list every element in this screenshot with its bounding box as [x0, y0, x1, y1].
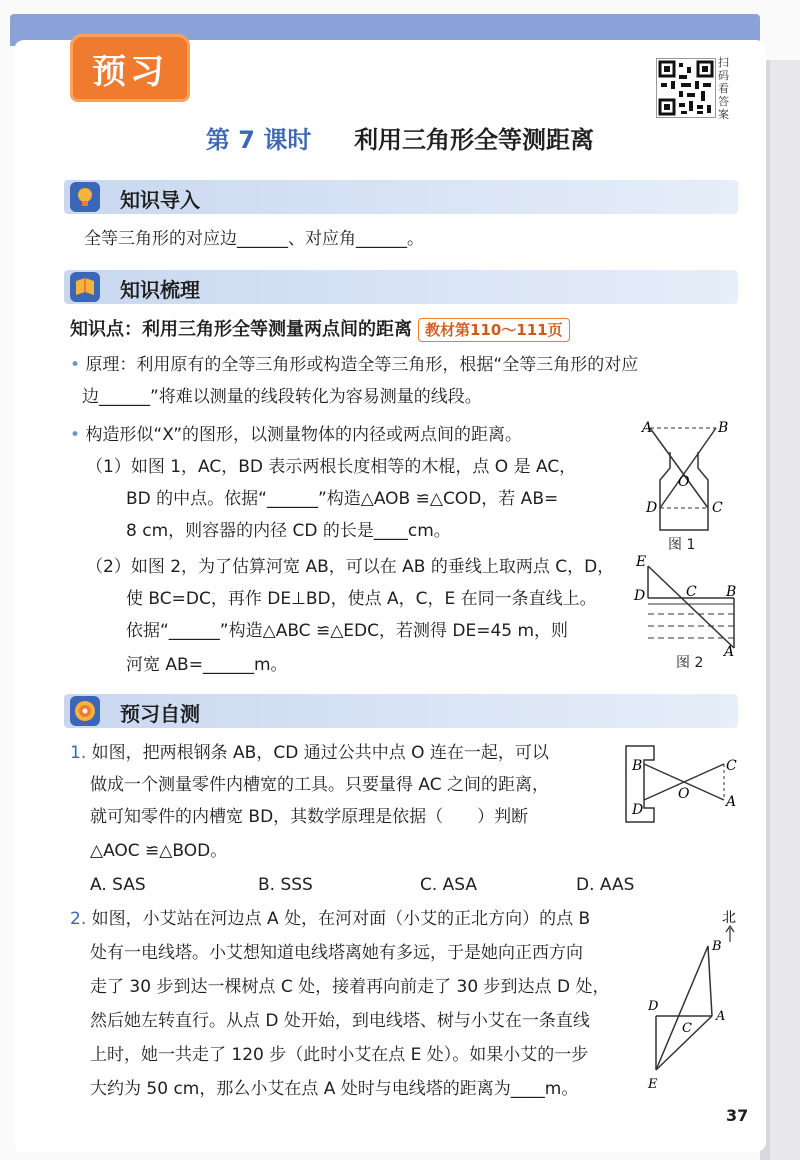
q1-fig-label-a: A [726, 794, 737, 810]
book-icon [70, 272, 100, 302]
fig2-label-c: C [686, 584, 697, 600]
qr-side-text: 扫码看答案 [718, 56, 729, 121]
figure-2-caption: 图 2 [676, 655, 704, 671]
q2-fig-label-e: E [648, 1077, 658, 1092]
principle-line-1: • 原理：利用原有的全等三角形或构造全等三角形，根据“全等三角形的对应 [70, 355, 639, 375]
q2-line-6: 大约为 50 cm，那么小艾在点 A 处时与电线塔的距离为____m。 [90, 1079, 579, 1099]
q1-option-c[interactable]: C. ASA [420, 875, 478, 895]
q2-number: 2. [70, 909, 87, 929]
q2-line-5: 上时，她一共走了 120 步（此时小艾在点 E 处）。如果小艾的一步 [90, 1045, 589, 1065]
principle-text-1: 原理：利用原有的全等三角形或构造全等三角形，根据“全等三角形的对应 [85, 355, 639, 375]
construct-text: 构造形似“X”的图形，以测量物体的内径或两点间的距离。 [85, 425, 523, 445]
figure-1-caption: 图 1 [668, 537, 696, 553]
section-test-header [64, 694, 738, 728]
section-test-title: 预习自测 [120, 702, 200, 726]
q2-fig-label-b: B [712, 939, 722, 954]
q1-line-1 [70, 742, 549, 764]
figure-2-river-diagram [630, 552, 740, 656]
principle-line-2: 边______”将难以测量的线段转化为容易测量的线段。 [82, 387, 482, 407]
north-label: 北 [722, 910, 736, 926]
qr-code-icon[interactable] [656, 58, 716, 118]
q2-line-3: 走了 30 步到达一棵树点 C 处，接着再向前走了 30 步到达点 D 处， [90, 977, 610, 997]
item1-line-1: （1）如图 1，AC，BD 表示两根长度相等的木棍，点 O 是 AC， [86, 457, 577, 477]
item2-line-3: 依据“______”构造△ABC ≌△EDC，若测得 DE=45 m，则 [126, 621, 569, 641]
q2-tower-diagram [638, 904, 748, 1092]
item1-line-3: 8 cm，则容器的内径 CD 的长是____cm。 [126, 521, 451, 541]
q2-line-2: 处有一电线塔。小艾想知道电线塔离她有多远，于是她向正西方向 [90, 943, 583, 963]
lesson-title-row [0, 120, 800, 155]
section-intro-title: 知识导入 [120, 188, 200, 212]
lesson-title: 利用三角形全等测距离 [354, 126, 595, 154]
q1-option-a[interactable]: A. SAS [90, 875, 146, 895]
q1-fig-label-d: D [632, 802, 644, 818]
lightbulb-icon [70, 182, 100, 212]
q1-number: 1. [70, 743, 87, 763]
knowledge-point-row [70, 318, 570, 342]
q1-option-b[interactable]: B. SSS [258, 875, 313, 895]
section-review-header [64, 270, 738, 304]
item2-line-4: 河宽 AB=______m。 [126, 655, 288, 675]
lesson-number: 第 7 课时 [205, 126, 312, 154]
q1-line-4: △AOC ≌△BOD。 [90, 841, 228, 861]
section-intro-header [64, 180, 738, 214]
q1-text-1: 如图，把两根钢条 AB，CD 通过公共中点 O 连在一起，可以 [91, 743, 549, 763]
preview-tab-label: 预习 [92, 52, 168, 92]
target-icon [70, 696, 100, 726]
fig1-label-o: O [678, 474, 690, 490]
q1-tool-diagram [620, 744, 740, 824]
q2-fig-label-c: C [682, 1021, 692, 1036]
fig1-label-d: D [646, 500, 658, 516]
item2-line-1: （2）如图 2，为了估算河宽 AB，可以在 AB 的垂线上取两点 C，D， [86, 557, 615, 577]
knowledge-point-title: 知识点：利用三角形全等测量两点间的距离 [70, 319, 412, 340]
page-number: 37 [726, 1106, 749, 1125]
q2-line-4: 然后她左转直行。从点 D 处开始，到电线塔、树与小艾在一条直线 [90, 1011, 590, 1031]
q1-line-3: 就可知零件的内槽宽 BD，其数学原理是依据（ ）判断 [90, 807, 529, 827]
fig2-label-b: B [726, 584, 737, 600]
q1-fig-label-o: O [678, 786, 690, 802]
q2-line-1 [70, 908, 590, 930]
textbook-page-badge: 教材第110～111页 [418, 318, 570, 342]
q1-fig-label-c: C [726, 758, 737, 774]
section-review-title: 知识梳理 [120, 278, 200, 302]
fig2-label-a: A [724, 644, 735, 656]
intro-text: 全等三角形的对应边______、对应角______。 [84, 229, 424, 249]
preview-tab [70, 34, 190, 102]
fig1-label-b: B [718, 420, 729, 436]
fig2-label-d: D [634, 588, 646, 604]
construct-line: • 构造形似“X”的图形，以测量物体的内径或两点间的距离。 [70, 425, 523, 445]
q2-text-1: 如图，小艾站在河边点 A 处，在河对面（小艾的正北方向）的点 B [91, 909, 591, 929]
fig1-label-a: A [642, 420, 653, 436]
q1-line-2: 做成一个测量零件内槽宽的工具。只要量得 AC 之间的距离， [90, 775, 550, 795]
fig2-label-e: E [636, 554, 647, 570]
item1-line-2: BD 的中点。依据“______”构造△AOB ≌△COD，若 AB= [126, 489, 559, 509]
q2-fig-label-a: A [716, 1009, 726, 1024]
fig1-label-c: C [712, 500, 723, 516]
q1-option-d[interactable]: D. AAS [576, 875, 635, 895]
q1-fig-label-b: B [632, 758, 643, 774]
item2-line-2: 使 BC=DC，再作 DE⊥BD，使点 A，C，E 在同一条直线上。 [126, 589, 597, 609]
q2-fig-label-d: D [648, 999, 659, 1014]
